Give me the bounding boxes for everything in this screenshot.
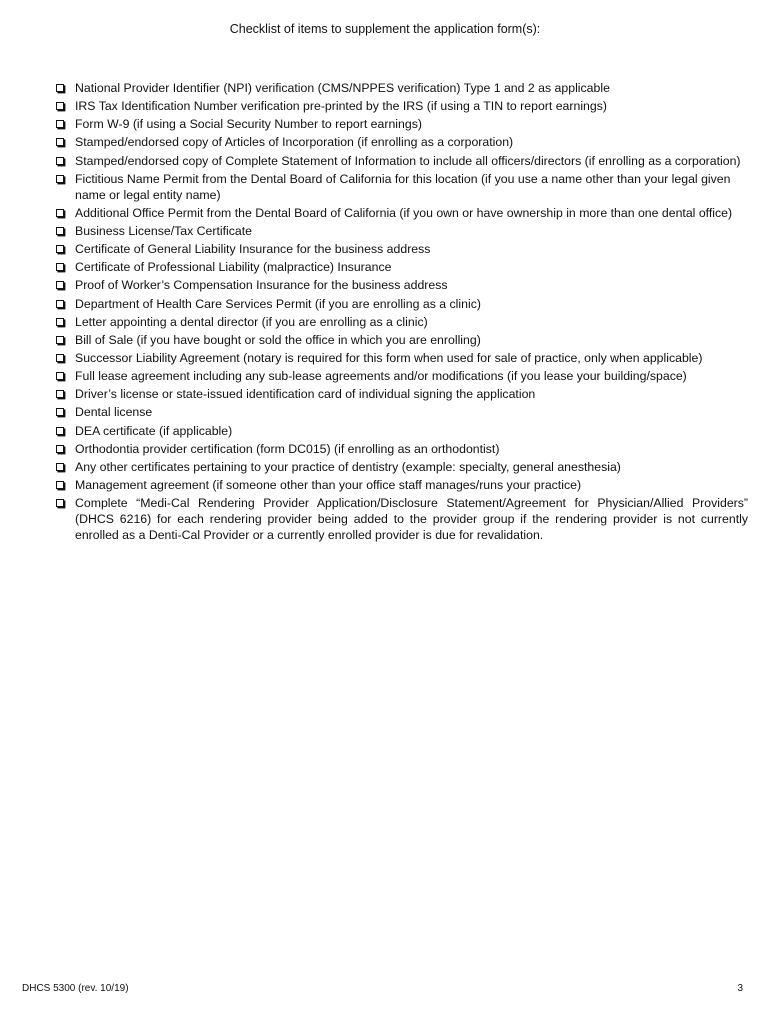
checklist-item-text: Driver’s license or state-issued identification card of individual signing the application — [75, 387, 536, 402]
checkbox-icon — [56, 318, 64, 326]
checkbox-icon — [56, 408, 64, 416]
checkbox-icon — [56, 138, 64, 146]
checklist-item-text: Complete “Medi-Cal Rendering Provider Application/Disclosure Statement/Agreement for Physician/Allied Providers” (DHCS 6216) for each rendering provider being added to the provider group if the rendering provider is not currently enrolled as a Denti-Cal Provider or a currently enrolled provider is due for revalidation. — [75, 496, 748, 543]
checklist-item-text: Stamped/endorsed copy of Complete Statement of Information to include all officers/directors (if enrolling as a corporation) — [75, 153, 741, 168]
checklist-item — [56, 259, 748, 275]
checklist-item — [56, 98, 748, 114]
checklist-item — [56, 223, 748, 239]
checklist-item — [56, 314, 748, 330]
checklist-item — [56, 495, 748, 543]
checklist-item-text: IRS Tax Identification Number verification pre-printed by the IRS (if using a TIN to report earnings) — [75, 99, 607, 114]
checklist-item-text: Business License/Tax Certificate — [75, 223, 253, 238]
checkbox-icon — [56, 427, 64, 435]
checklist-item-text: Full lease agreement including any sub-lease agreements and/or modifications (if you lease your building/space) — [75, 369, 687, 384]
checklist-item-text: Any other certificates pertaining to your practice of dentistry (example: specialty, general anesthesia) — [75, 459, 621, 474]
checkbox-icon — [56, 463, 64, 471]
checkbox-icon — [56, 120, 64, 128]
checklist-item-text: Certificate of Professional Liability (malpractice) Insurance — [75, 260, 392, 275]
checkbox-icon — [56, 372, 64, 380]
checklist-item — [56, 332, 748, 348]
checkbox-icon — [56, 263, 64, 271]
checklist-item-text: National Provider Identifier (NPI) verification (CMS/NPPES verification) Type 1 and 2 as applicable — [75, 81, 610, 95]
checkbox-icon — [56, 227, 64, 235]
checkbox-icon — [56, 481, 64, 489]
form-id-footer: DHCS 5300 (rev. 10/19) — [22, 983, 129, 994]
checklist-item-text: Fictitious Name Permit from the Dental Board of California for this location (if you use a name other than your legal given name or legal entity name) — [75, 171, 731, 202]
checklist-item — [56, 296, 748, 312]
page-number: 3 — [737, 983, 743, 994]
checklist-item-text: Dental license — [75, 405, 153, 420]
checklist-item — [56, 350, 748, 366]
checklist-item — [56, 241, 748, 257]
checkbox-icon — [56, 175, 64, 183]
checklist-item-text: Proof of Worker’s Compensation Insurance for the business address — [75, 278, 448, 293]
checklist-item-text: Letter appointing a dental director (if you are enrolling as a clinic) — [75, 314, 428, 329]
checklist-item — [56, 441, 748, 457]
checklist-item-text: Additional Office Permit from the Dental Board of California (if you own or have ownership in more than one dental office) — [75, 205, 733, 220]
checkbox-icon — [56, 209, 64, 217]
checkbox-icon — [56, 157, 64, 165]
checklist-item — [56, 423, 748, 439]
checklist-item — [56, 277, 748, 293]
checklist-item-text: DEA certificate (if applicable) — [75, 423, 233, 438]
checklist-item-text: Stamped/endorsed copy of Articles of Incorporation (if enrolling as a corporation) — [75, 135, 514, 150]
checklist-item — [56, 386, 748, 402]
checkbox-icon — [56, 390, 64, 398]
checkbox-icon — [56, 445, 64, 453]
checkbox-icon — [56, 300, 64, 308]
checklist-item-text: Orthodontia provider certification (form DC015) (if enrolling as an orthodontist) — [75, 441, 500, 456]
checkbox-icon — [56, 245, 64, 253]
checklist-item — [56, 477, 748, 493]
checklist — [56, 80, 748, 545]
checklist-item-text: Department of Health Care Services Permit (if you are enrolling as a clinic) — [75, 296, 481, 311]
checkbox-icon — [56, 354, 64, 362]
checklist-item — [56, 80, 748, 96]
checklist-item — [56, 116, 748, 132]
checklist-heading: Checklist of items to supplement the application form(s): — [229, 22, 541, 36]
checklist-item — [56, 171, 748, 203]
checklist-item-text: Management agreement (if someone other than your office staff manages/runs your practice) — [75, 477, 582, 492]
checklist-item — [56, 205, 748, 221]
checklist-item-text: Certificate of General Liability Insurance for the business address — [75, 242, 431, 257]
checklist-item-text: Successor Liability Agreement (notary is required for this form when used for sale of practice, only when applicable) — [75, 350, 703, 365]
checkbox-icon — [56, 102, 64, 110]
checkbox-icon — [56, 336, 64, 344]
checklist-item — [56, 368, 748, 384]
checkbox-icon — [56, 499, 64, 507]
checklist-item — [56, 459, 748, 475]
checkbox-icon — [56, 281, 64, 289]
checklist-item-text: Form W-9 (if using a Social Security Number to report earnings) — [75, 117, 422, 132]
checklist-item — [56, 404, 748, 420]
checklist-item — [56, 134, 748, 150]
checklist-item — [56, 153, 748, 169]
checklist-item-text: Bill of Sale (if you have bought or sold the office in which you are enrolling) — [75, 332, 481, 347]
checkbox-icon — [56, 84, 64, 92]
